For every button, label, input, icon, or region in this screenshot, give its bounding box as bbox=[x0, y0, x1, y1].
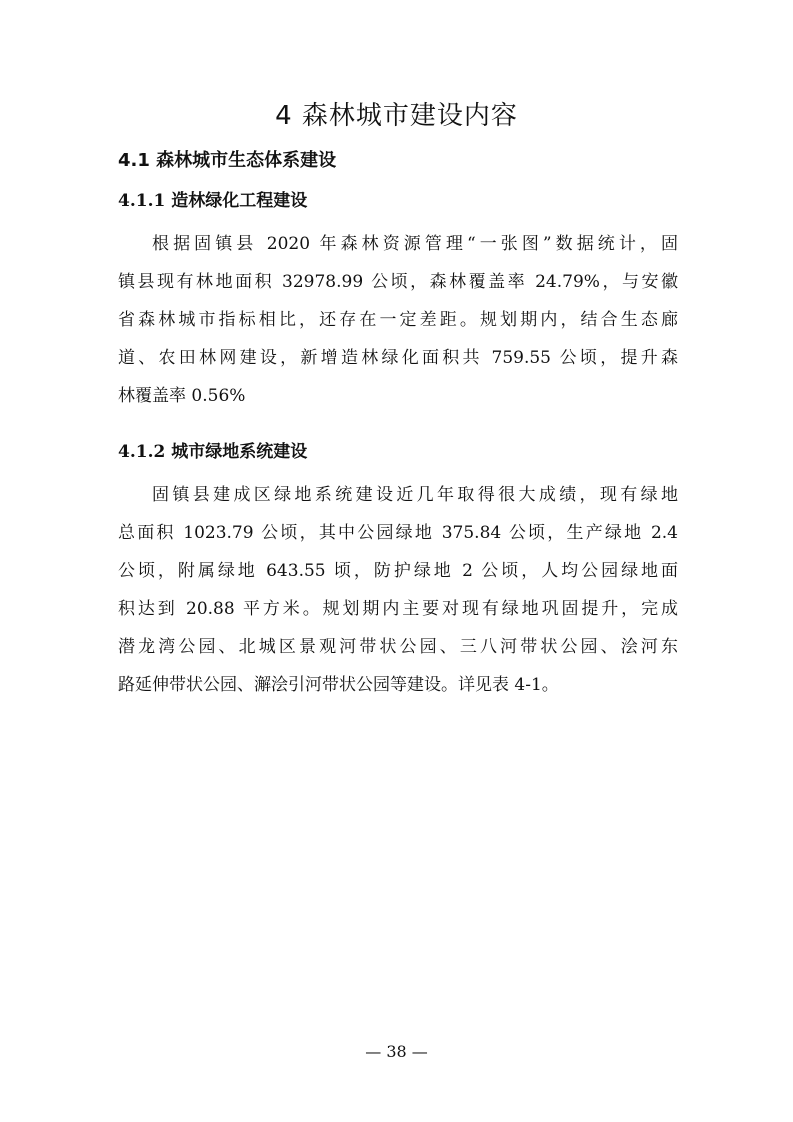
subsection-title-afforestation: 4.1.1 造林绿化工程建设 bbox=[118, 191, 308, 211]
paragraph-line: 省森林城市指标相比，还存在一定差距。规划期内，结合生态廊 bbox=[118, 310, 678, 330]
paragraph-line: 根据固镇县 2020 年森林资源管理“一张图”数据统计，固 bbox=[152, 234, 678, 254]
paragraph-afforestation bbox=[118, 225, 678, 415]
paragraph-line: 固镇县建成区绿地系统建设近几年取得很大成绩，现有绿地 bbox=[152, 485, 678, 505]
paragraph-line: 镇县现有林地面积 32978.99 公顷，森林覆盖率 24.79%，与安徽 bbox=[118, 272, 678, 292]
paragraph-line: 公顷，附属绿地 643.55 顷，防护绿地 2 公顷，人均公园绿地面 bbox=[118, 561, 678, 581]
paragraph-line: 积达到 20.88 平方米。规划期内主要对现有绿地巩固提升，完成 bbox=[118, 599, 678, 619]
paragraph-line: 林覆盖率 0.56% bbox=[118, 386, 246, 406]
page-number: — 38 — bbox=[365, 1042, 428, 1061]
paragraph-line: 总面积 1023.79 公顷，其中公园绿地 375.84 公顷，生产绿地 2.4 bbox=[118, 523, 678, 543]
chapter-title: 4 森林城市建设内容 bbox=[275, 101, 518, 131]
paragraph-line: 道、农田林网建设，新增造林绿化面积共 759.55 公顷，提升森 bbox=[118, 348, 678, 368]
subsection-title-urban-green: 4.1.2 城市绿地系统建设 bbox=[118, 442, 308, 462]
section-title: 4.1 森林城市生态体系建设 bbox=[118, 150, 337, 171]
paragraph-urban-green bbox=[118, 476, 678, 704]
paragraph-line: 潜龙湾公园、北城区景观河带状公园、三八河带状公园、浍河东 bbox=[118, 637, 678, 657]
paragraph-line: 路延伸带状公园、澥浍引河带状公园等建设。详见表 4-1。 bbox=[118, 675, 559, 695]
